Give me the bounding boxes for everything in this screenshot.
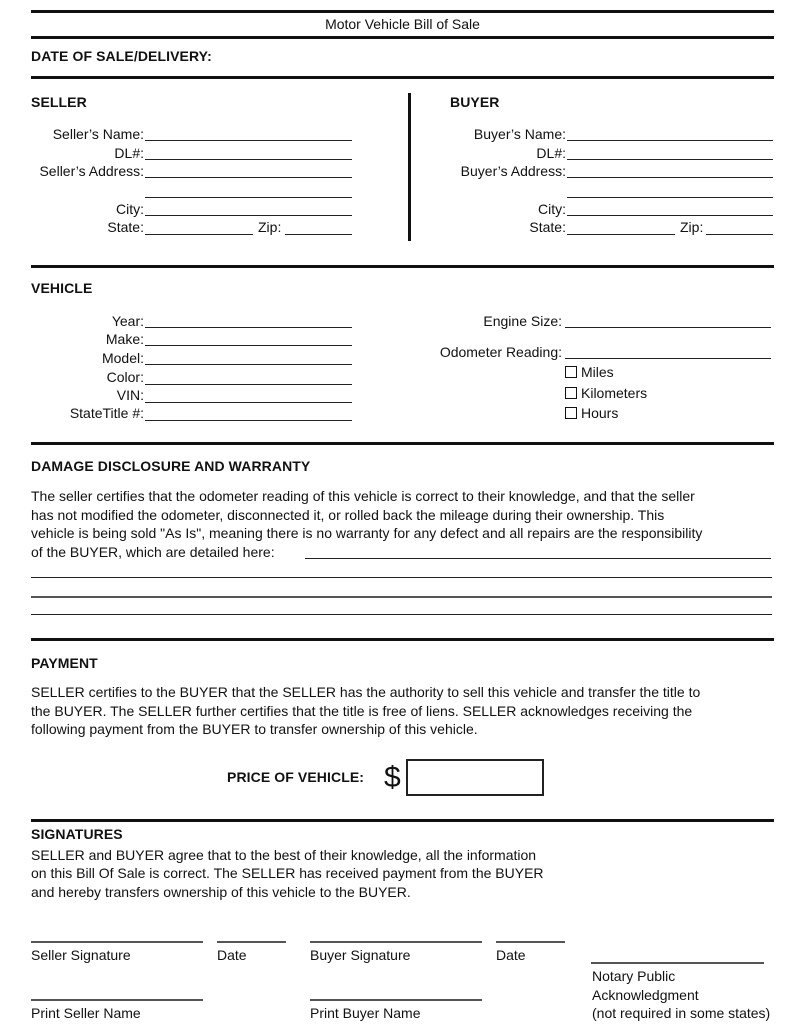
buyer-address-field[interactable]: [567, 177, 773, 178]
signatures-rule: [31, 819, 774, 822]
kilometers-label: Kilometers: [581, 385, 648, 401]
damage-rule: [31, 442, 774, 445]
damage-detail-field[interactable]: [305, 558, 771, 559]
date-of-sale-label: DATE OF SALE/DELIVERY:: [31, 48, 212, 64]
seller-city-field[interactable]: [145, 215, 352, 216]
damage-detail-line-3[interactable]: [31, 596, 772, 598]
checkbox-icon: [565, 366, 577, 378]
make-label: Make:: [105, 331, 144, 347]
damage-text-line-3: vehicle is being sold "As Is", meaning there is no warranty for any defect and all repairs are the responsibility: [31, 525, 703, 541]
seller-address-line2-field[interactable]: [145, 197, 352, 198]
notary-field[interactable]: [591, 962, 764, 964]
signatures-text-line-1: SELLER and BUYER agree that to the best of their knowledge, all the information: [31, 847, 537, 863]
seller-signature-label: Seller Signature: [31, 947, 131, 963]
signatures-heading: SIGNATURES: [31, 826, 123, 842]
document-title: Motor Vehicle Bill of Sale: [325, 16, 480, 32]
vin-field[interactable]: [145, 402, 352, 403]
buyer-state-label: State:: [529, 219, 566, 235]
notary-label-line-3: (not required in some states): [592, 1005, 771, 1021]
buyer-name-field[interactable]: [567, 140, 773, 141]
damage-text-line-4: of the BUYER, which are detailed here:: [31, 544, 275, 560]
miles-label: Miles: [581, 364, 614, 380]
seller-signature-field[interactable]: [31, 941, 203, 943]
print-seller-name-label: Print Seller Name: [31, 1005, 141, 1021]
buyer-date-label: Date: [496, 947, 526, 963]
year-label: Year:: [111, 313, 144, 329]
signatures-text-line-3: and hereby transfers ownership of this vehicle to the BUYER.: [31, 884, 411, 900]
seller-state-label: State:: [107, 219, 144, 235]
model-label: Model:: [101, 350, 144, 366]
payment-text-line-1: SELLER certifies to the BUYER that the SELLER has the authority to sell this vehicle and transfer the title to: [31, 684, 701, 700]
payment-text-line-3: following payment from the BUYER to transfer ownership of this vehicle.: [31, 721, 478, 737]
model-field[interactable]: [145, 364, 352, 365]
damage-detail-line-2[interactable]: [31, 577, 772, 578]
vehicle-heading: VEHICLE: [31, 280, 93, 296]
buyer-signature-field[interactable]: [310, 941, 482, 943]
engine-size-label: Engine Size:: [483, 313, 562, 329]
kilometers-checkbox[interactable]: [565, 385, 647, 401]
state-title-label: StateTitle #:: [69, 405, 144, 421]
seller-date-label: Date: [217, 947, 247, 963]
seller-date-field[interactable]: [217, 941, 286, 943]
buyer-city-label: City:: [538, 201, 566, 217]
seller-zip-field[interactable]: [285, 234, 352, 235]
payment-heading: PAYMENT: [31, 655, 98, 671]
notary-label-line-1: Notary Public: [592, 968, 676, 984]
seller-zip-label: Zip:: [258, 219, 282, 235]
odometer-label: Odometer Reading:: [439, 344, 562, 360]
make-field[interactable]: [145, 345, 352, 346]
damage-text-line-2: has not modified the odometer, disconnected it, or rolled back the mileage during their ownership. This: [31, 507, 665, 523]
year-field[interactable]: [145, 327, 352, 328]
checkbox-icon: [565, 387, 577, 399]
checkbox-icon: [565, 407, 577, 419]
seller-state-field[interactable]: [145, 234, 253, 235]
signatures-text-line-2: on this Bill Of Sale is correct. The SELLER has received payment from the BUYER: [31, 865, 544, 881]
print-buyer-name-label: Print Buyer Name: [310, 1005, 421, 1021]
hours-checkbox[interactable]: [565, 405, 618, 421]
miles-checkbox[interactable]: [565, 364, 614, 380]
vehicle-rule: [31, 265, 774, 268]
payment-rule: [31, 638, 774, 641]
payment-text-line-2: the BUYER. The SELLER further certifies that the title is free of liens. SELLER acknowledges receiving the: [31, 703, 693, 719]
date-rule: [31, 76, 774, 79]
seller-city-label: City:: [116, 201, 144, 217]
dollar-icon: $: [384, 761, 401, 794]
seller-heading: SELLER: [31, 94, 87, 110]
price-input[interactable]: [406, 759, 544, 796]
seller-dl-label: DL#:: [114, 145, 144, 161]
seller-address-field[interactable]: [145, 177, 352, 178]
print-buyer-name-field[interactable]: [310, 999, 482, 1001]
title-rule: [31, 36, 774, 39]
hours-label: Hours: [581, 405, 619, 421]
buyer-state-field[interactable]: [567, 234, 675, 235]
buyer-address-label: Buyer’s Address:: [460, 163, 566, 179]
buyer-zip-label: Zip:: [680, 219, 704, 235]
buyer-zip-field[interactable]: [706, 234, 773, 235]
state-title-field[interactable]: [145, 420, 352, 421]
damage-heading: DAMAGE DISCLOSURE AND WARRANTY: [31, 458, 311, 474]
price-label: PRICE OF VEHICLE:: [227, 769, 365, 785]
buyer-heading: BUYER: [450, 94, 500, 110]
buyer-dl-field[interactable]: [567, 159, 773, 160]
seller-address-label: Seller’s Address:: [39, 163, 144, 179]
print-seller-name-field[interactable]: [31, 999, 203, 1001]
notary-label-line-2: Acknowledgment: [592, 987, 699, 1003]
seller-name-field[interactable]: [145, 140, 352, 141]
seller-buyer-divider: [408, 93, 411, 241]
buyer-name-label: Buyer’s Name:: [473, 126, 566, 142]
buyer-city-field[interactable]: [567, 215, 773, 216]
buyer-dl-label: DL#:: [536, 145, 566, 161]
damage-detail-line-4[interactable]: [31, 614, 772, 615]
top-rule: [31, 10, 774, 13]
color-label: Color:: [106, 369, 144, 385]
seller-dl-field[interactable]: [145, 159, 352, 160]
damage-text-line-1: The seller certifies that the odometer reading of this vehicle is correct to their knowledge, and that the seller: [31, 488, 695, 504]
odometer-field[interactable]: [565, 358, 771, 359]
vin-label: VIN:: [116, 387, 144, 403]
buyer-signature-label: Buyer Signature: [310, 947, 411, 963]
seller-name-label: Seller’s Name:: [52, 126, 144, 142]
color-field[interactable]: [145, 384, 352, 385]
buyer-date-field[interactable]: [496, 941, 565, 943]
buyer-address-line2-field[interactable]: [567, 197, 773, 198]
engine-size-field[interactable]: [565, 327, 771, 328]
